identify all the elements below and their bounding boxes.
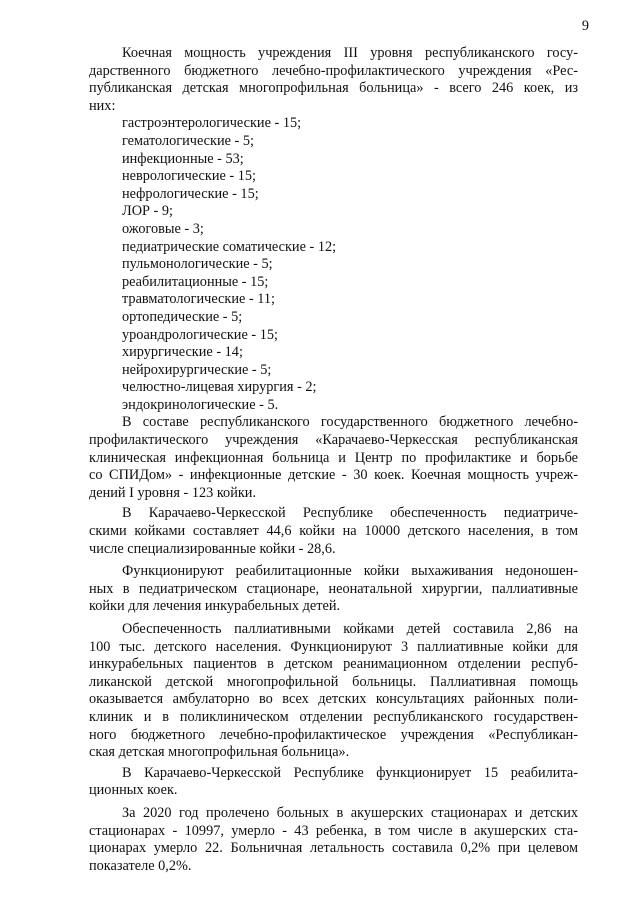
- text-line: них:: [89, 97, 116, 114]
- intro-paragraph: [89, 45, 578, 115]
- list-item: уроандрологические - 15;: [122, 326, 278, 343]
- list-item: ожоговые - 3;: [122, 220, 204, 237]
- paragraph-rehab-beds: [89, 563, 578, 616]
- list-item: ЛОР - 9;: [122, 203, 174, 220]
- text-line: публиканская детская многопрофильная больница» - всего 246 коек, из: [89, 80, 578, 97]
- list-item: хирургические - 14;: [122, 344, 243, 361]
- text-line: Обеспеченность паллиативными койками детей составила 2,86 на: [122, 621, 578, 637]
- text-line: 100 тыс. детского населения. Функционируют 3 паллиативные койки для: [89, 638, 578, 655]
- text-line: инкурабельных пациентов в детском реанимационном отделении респуб-: [89, 656, 578, 673]
- text-line: ская детская многопрофильная больница».: [89, 744, 350, 761]
- list-item: пульмонологические - 5;: [122, 256, 273, 273]
- text-line: со СПИДом» - инфекционные детские - 30 коек. Коечная мощность учреж-: [89, 467, 578, 484]
- text-line: дарственного бюджетного лечебно-профилактического учреждения «Рес-: [89, 62, 578, 79]
- list-item: нефрологические - 15;: [122, 185, 259, 202]
- paragraph-mortality: [89, 805, 578, 875]
- text-line: койки для лечения инкурабельных детей.: [89, 598, 341, 615]
- list-item: травматологические - 11;: [122, 291, 275, 308]
- list-item: ортопедические - 5;: [122, 308, 243, 325]
- paragraph-rehab-count: [89, 765, 578, 800]
- text-line: ного бюджетного лечебно-профилактическое учреждения «Республикан-: [89, 726, 578, 743]
- beds-list: [89, 115, 578, 414]
- text-line: клиническая инфекционная больница и Центр по профилактике и борьбе: [89, 449, 578, 466]
- text-line: ных в педиатрическом стационаре, неонатальной хирургии, паллиативные: [89, 580, 578, 597]
- text-line: стационарах - 10997, умерло - 43 ребенка, в том числе в акушерских ста-: [89, 822, 578, 839]
- text-line: дений I уровня - 123 койки.: [89, 484, 257, 501]
- text-line: клиник и в поликлиническом отделении республиканского государствен-: [89, 708, 578, 725]
- paragraph-infectious-beds: [89, 414, 578, 502]
- text-line: ционных коек.: [89, 782, 178, 799]
- list-item: гастроэнтерологические - 15;: [122, 115, 302, 132]
- text-line: В Карачаево-Черкесской Республике обеспеченность педиатриче-: [122, 505, 578, 522]
- paragraph-palliative: [89, 621, 578, 762]
- text-line: показателе 0,2%.: [89, 857, 192, 874]
- text-line: За 2020 год пролечено больных в акушерских стационарах и детских: [122, 804, 578, 821]
- page-number: 9: [581, 18, 589, 34]
- text-line: В Карачаево-Черкесской Республике функционирует 15 реабилита-: [122, 764, 578, 781]
- list-item: педиатрические соматические - 12;: [122, 238, 337, 255]
- text-line: скими койками составляет 44,6 койки на 10000 детского населения, в том: [89, 523, 578, 540]
- list-item: реабилитационные - 15;: [122, 273, 269, 290]
- text-line: В составе республиканского государственного бюджетного лечебно-: [122, 414, 578, 431]
- document-body: [89, 45, 578, 875]
- list-item: эндокринологические - 5.: [122, 396, 279, 413]
- text-line: профилактического учреждения «Карачаево-Черкесская республиканская: [89, 432, 578, 449]
- paragraph-bed-provision: [89, 505, 578, 558]
- list-item: неврологические - 15;: [122, 168, 257, 185]
- list-item: инфекционные - 53;: [122, 150, 244, 167]
- text-line: Функционируют реабилитационные койки выхаживания недоношен-: [122, 563, 578, 580]
- text-line: ционарах умерло 22. Больничная летальность составила 0,2% при целевом: [89, 840, 578, 857]
- list-item: челюстно-лицевая хирургия - 2;: [122, 379, 317, 396]
- list-item: гематологические - 5;: [122, 132, 254, 149]
- list-item: нейрохирургические - 5;: [122, 361, 272, 378]
- text-line: Коечная мощность учреждения III уровня республиканского госу-: [122, 45, 578, 61]
- text-line: числе специализированные койки - 28,6.: [89, 540, 336, 557]
- text-line: ликанской детской многопрофильной больницы. Паллиативная помощь: [89, 673, 578, 690]
- text-line: оказывается амбулаторно во всех детских консультациях районных поли-: [89, 691, 578, 708]
